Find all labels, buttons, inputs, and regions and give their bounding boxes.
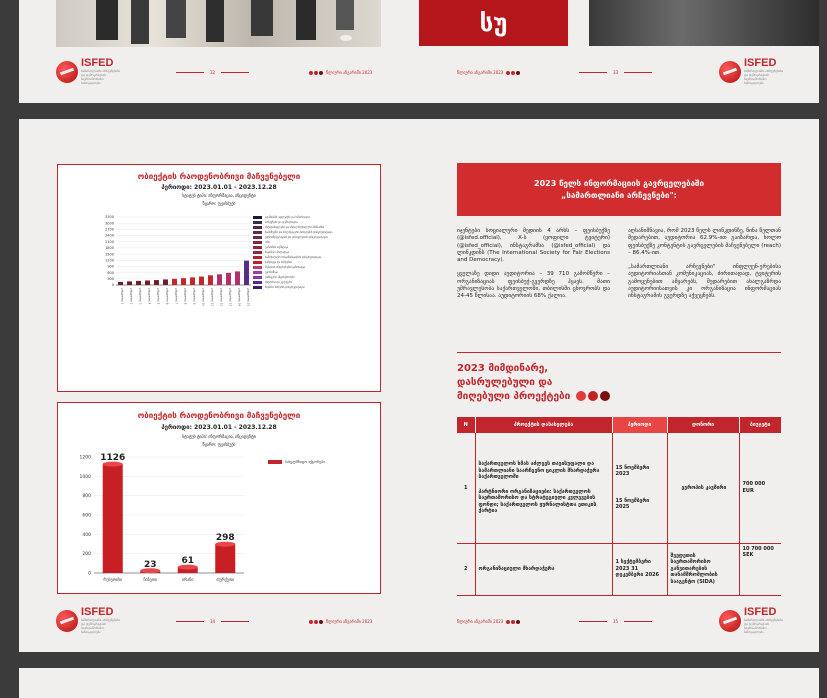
data-label: 23	[143, 559, 157, 570]
x-tick-label: კატეგორია 10	[201, 288, 205, 307]
chart2-source: სტატუს ტიპი: ინფორმაცია, ინციდენტი	[182, 434, 256, 439]
bar	[199, 277, 204, 285]
report-tag-bottom-left: წლიური ანგარიში 2023	[309, 619, 372, 624]
table-header-row	[457, 417, 781, 433]
chart2-period: პერიოდი: 2023.01.01 - 2023.12.28	[161, 424, 277, 431]
table-header: დონორი	[667, 417, 739, 433]
text-column-left	[457, 228, 610, 308]
legend-label: სახელმწიფო აქტორები	[285, 459, 325, 464]
chart1-period: პერიოდი: 2023.01.01 - 2023.12.28	[161, 184, 277, 191]
table-row	[457, 543, 781, 595]
photo-red-screen	[419, 0, 568, 46]
legend-label: უკრაინის თემატიკა	[265, 246, 289, 249]
data-label: 61	[181, 556, 195, 567]
project-period: 1 სექტემბერი 2023 31 დეკემბერი 2026	[612, 543, 667, 595]
bar	[217, 274, 222, 285]
y-tick-label: 900	[107, 264, 114, 269]
x-tick-label: კატეგორია 13	[228, 288, 232, 307]
text-paragraph: იჯენტები სოციალური მედიის 4 არხს – ფეისბუქზე (@isfed.official), X-ს (ყოფილი ტვიტერი) (@isfed_official), ინსტაგრამსა (@isfed_official) და ლინკდინს (The International Society for Fair Elections and Democracy).	[457, 228, 610, 264]
table-header: ბიუჯეტი	[739, 417, 781, 433]
legend-swatch	[253, 221, 262, 224]
table-row	[457, 433, 781, 543]
bar	[145, 280, 150, 285]
chart1-platform: წყარო: ფეისბუქი	[202, 201, 236, 206]
x-tick-label: ირანი	[182, 577, 194, 582]
page-number-32: 32	[176, 70, 249, 75]
y-tick-label: 2400	[105, 233, 114, 238]
legend-swatch	[253, 236, 262, 239]
dots-icon	[506, 71, 520, 75]
banner-line1: 2023 წელს ინფორმაციის გავრცელებაში	[534, 178, 704, 188]
report-tag-top-right: წლიური ანგარიში 2023	[457, 70, 520, 75]
x-tick-label: კატეგორია 3	[138, 288, 142, 305]
x-tick-label: კატეგორია 6	[165, 288, 169, 305]
photo-people	[56, 0, 381, 47]
bar	[103, 464, 123, 573]
chart-topics	[57, 164, 381, 392]
legend-label: ომი	[265, 241, 270, 244]
legend-label: საარჩევნო და პოლიტიკური პარტიების დისკრედიტაცია	[265, 231, 333, 234]
people-silhouettes	[56, 0, 381, 47]
projects-title: 2023 მიმდინარე, დასრულებული და მიღებული პროექტები	[457, 362, 657, 404]
legend-label: ჯანდაცვა და პანდემია	[265, 261, 292, 264]
legend-swatch	[253, 261, 262, 264]
x-tick-label: კატეგორია 4	[147, 288, 151, 305]
project-budget: 700 000 EUR	[739, 433, 781, 543]
legend-label: ეკონომიკა	[265, 271, 278, 274]
text-paragraph: ყველაზე დიდი აუდიტორია – 39 710 გამომწერი – ორგანიზაციას ფეისბუქ-გვერდზე ჰყავს. მათი უმრავლესობა საქართველოში, თბილისში ცხოვრობს და 24-45 წლისაა. აუდიტორიის 68% ქალია.	[457, 271, 610, 300]
data-label: 298	[215, 533, 235, 544]
chart1-legend	[253, 215, 332, 290]
bar	[136, 281, 141, 285]
legend-label: საგარეო პოლიტიკა	[265, 251, 289, 254]
legend-item	[253, 285, 332, 290]
bottom-spread	[19, 668, 819, 698]
legend-swatch	[253, 216, 262, 219]
dots-icon	[506, 620, 520, 624]
photo-red-text: სუ	[479, 9, 508, 37]
chart1-title: ობიექტის რაოდენობრივი მაჩვენებელი	[137, 172, 301, 181]
logo-icon	[56, 610, 78, 632]
logo-right-bottom: ISFED სამართლიანი არჩევნებისა და დემოკრატიის საერთაშორისო საზოგადოება	[719, 607, 784, 634]
project-donor: ევროპის კავშირი	[667, 433, 739, 543]
project-donor: შვედეთის საერთაშორისო განვითარების თანამშრომლობის სააგენტო (SIDA)	[667, 543, 739, 595]
table-header: პროექტის დასახელება	[475, 417, 612, 433]
text-paragraph: „სამართლიანი არჩევნები" ინფლუენ-ერებისა აუდიტორიასთან კომუნიკაციას, ძირითადად, ტვიტერის გამოყენებით ამყარებს, შედარებით ახალგაზრდა აუდიტორიისათვის კი ორგანიზაცია ინფორმაციას ინსტაგრამის გვერდზე აქვეყნებს.	[628, 264, 781, 300]
bar	[154, 280, 159, 285]
legend-swatch	[253, 256, 262, 259]
x-tick-label: კატეგორია 1	[120, 288, 124, 305]
y-tick-label: 600	[107, 270, 114, 275]
logo-right-top: ISFED სამართლიანი არჩევნებისა და დემოკრატიის საერთაშორისო საზოგადოება	[719, 58, 784, 85]
logo-icon	[719, 61, 741, 83]
project-name: საქართველოს ხმას აძლევს თავისუფალი და სამართლიანი საარჩევნო ციკლის მხარდაჭერა საქართველოში პარტნიორი ორგანიზაციები: საქართველოს საერთაშორისო და სტრატეგიული კვლევების ფონდი; საქართველოს ჟურნალისტთა ეთიკის ქარტია	[475, 433, 612, 543]
bar	[235, 271, 240, 285]
bar	[181, 278, 186, 285]
bar	[226, 273, 231, 285]
chart2-platform: წყარო: ფეისბუქი	[202, 442, 236, 447]
table-header: პერიოდი	[612, 417, 667, 433]
x-tick-label: კატეგორია 8	[183, 288, 187, 305]
legend-swatch	[253, 226, 262, 229]
x-tick-label: კატეგორია 11	[210, 288, 214, 307]
legend-label: სამოქალაქო ორგანიზაციების დისკრედიტაცია	[265, 256, 322, 259]
chart2-title: ობიექტის რაოდენობრივი მაჩვენებელი	[137, 411, 301, 420]
dots-icon	[309, 620, 323, 624]
chart-state-actors	[57, 402, 381, 594]
report-tag-bottom-right: წლიური ანგარიში 2023	[457, 619, 520, 624]
y-tick-label: 3300	[105, 215, 114, 220]
x-tick-label: კატეგორია 12	[219, 288, 223, 307]
logo-icon	[56, 61, 78, 83]
legend-label: ეთნიკური უმცირესობები	[265, 276, 295, 279]
y-tick-label: 3000	[105, 221, 114, 226]
row-number: 1	[457, 433, 475, 543]
bar	[190, 277, 195, 285]
x-tick-label: კატეგორია 9	[192, 288, 196, 305]
middle-spread	[19, 119, 819, 652]
banner-line2: „სამართლიანი არჩევნები":	[561, 190, 677, 200]
legend-swatch	[253, 246, 262, 249]
y-tick-label: 800	[82, 494, 91, 500]
y-tick-label: 1800	[105, 246, 114, 251]
legend-label: საჯარო პირების დისკრედიტაცია	[265, 286, 305, 289]
legend-swatch	[253, 266, 262, 269]
report-tag-top-left: წლიური ანგარიში 2023	[309, 70, 372, 75]
legend-label: არჩევნები და დემოკრატია	[265, 221, 298, 224]
legend-label: ადამიანის უფლებები და სამართალი	[265, 216, 310, 219]
y-tick-label: 600	[82, 513, 91, 519]
text-column-right	[628, 228, 781, 308]
y-tick-label: 0	[111, 283, 114, 288]
x-tick-label: ჩინეთი	[143, 577, 158, 582]
photo-microphone	[589, 0, 819, 46]
y-tick-label: 2700	[105, 227, 114, 232]
bar	[118, 282, 123, 285]
legend-label: ისტორია და კულტურა	[265, 281, 293, 284]
y-tick-label: 2100	[105, 239, 114, 244]
chart2-plot	[68, 451, 248, 591]
y-tick-label: 1500	[105, 252, 114, 257]
x-tick-label: თურქეთი	[216, 577, 235, 582]
y-tick-label: 1200	[105, 258, 114, 263]
bar	[244, 261, 249, 285]
page-number-35: 35	[579, 619, 652, 624]
y-tick-label: 1200	[79, 455, 91, 461]
legend-swatch	[268, 460, 282, 464]
row-number: 2	[457, 543, 475, 595]
logo-left-bottom: ISFED სამართლიანი არჩევნებისა და დემოკრატიის საერთაშორისო საზოგადოება	[56, 607, 121, 634]
legend-label: ევროინტეგრაციის და დასავლეთის დისკრედიტაცია	[265, 236, 328, 239]
y-tick-label: 0	[88, 571, 91, 577]
legend-swatch	[253, 251, 262, 254]
y-tick-label: 300	[107, 277, 114, 282]
dots-icon	[576, 391, 610, 401]
top-spread	[19, 0, 819, 103]
page-number-33: 33	[579, 70, 652, 75]
logo-subtitle: სამართლიანი არჩევნებისა და დემოკრატიის საერთაშორისო საზოგადოება	[81, 69, 121, 85]
dots-icon	[309, 71, 323, 75]
data-label: 1126	[100, 453, 126, 464]
legend-swatch	[253, 241, 262, 244]
legend-swatch	[253, 286, 262, 289]
text-paragraph: აღსანიშნავია, რომ 2023 წელს ლინკდინზე, წინა წელთან შედარებით, აუდიტორია 62.9%-ით გაიზარდა, ხოლო ფეისბუქზე კონტენტის გავრცელების მაჩვენებელი (reach) – 86.4%-ით.	[628, 228, 781, 256]
project-name: ორგანიზაციული მხარდაჭერა	[475, 543, 612, 595]
bar	[208, 275, 213, 285]
bar	[215, 544, 235, 573]
bar	[163, 279, 168, 285]
page-number-34: 34	[176, 619, 249, 624]
projects-table	[457, 417, 781, 596]
legend-label: რუსეთის ინტერესების გამოხატვა	[265, 266, 306, 269]
logo-left-top	[56, 58, 121, 85]
legend-swatch	[253, 231, 262, 234]
x-tick-label: კატეგორია 15	[246, 288, 250, 307]
banner-title	[457, 163, 781, 216]
x-tick-label: კატეგორია 14	[237, 288, 241, 307]
legend-swatch	[253, 281, 262, 284]
y-tick-label: 1000	[79, 474, 91, 480]
logo-name: ISFED	[81, 57, 114, 69]
x-tick-label: კატეგორია 2	[129, 288, 133, 305]
table-header: N	[457, 417, 475, 433]
bar	[172, 279, 177, 285]
bar	[127, 281, 132, 285]
chart2-legend	[268, 459, 325, 464]
y-tick-label: 200	[82, 552, 91, 558]
chart1-source: სტატუს ტიპი: ინფორმაცია, ინციდენტი	[182, 193, 256, 198]
x-tick-label: კატეგორია 7	[174, 288, 178, 305]
legend-label: ანტიდასავლური და ანტილიბერალური შინაარსი	[265, 226, 325, 229]
x-tick-label: კატეგორია 5	[156, 288, 160, 305]
project-budget: 10 700 000 SEK	[739, 543, 781, 595]
logo-icon	[719, 610, 741, 632]
project-period: 15 ნოემბერი 2023 15 ნოემბერი 2025	[612, 433, 667, 543]
divider	[457, 352, 781, 353]
legend-swatch	[253, 271, 262, 274]
legend-swatch	[253, 276, 262, 279]
x-tick-label: რუსეთისი	[103, 577, 123, 582]
y-tick-label: 400	[82, 532, 91, 538]
